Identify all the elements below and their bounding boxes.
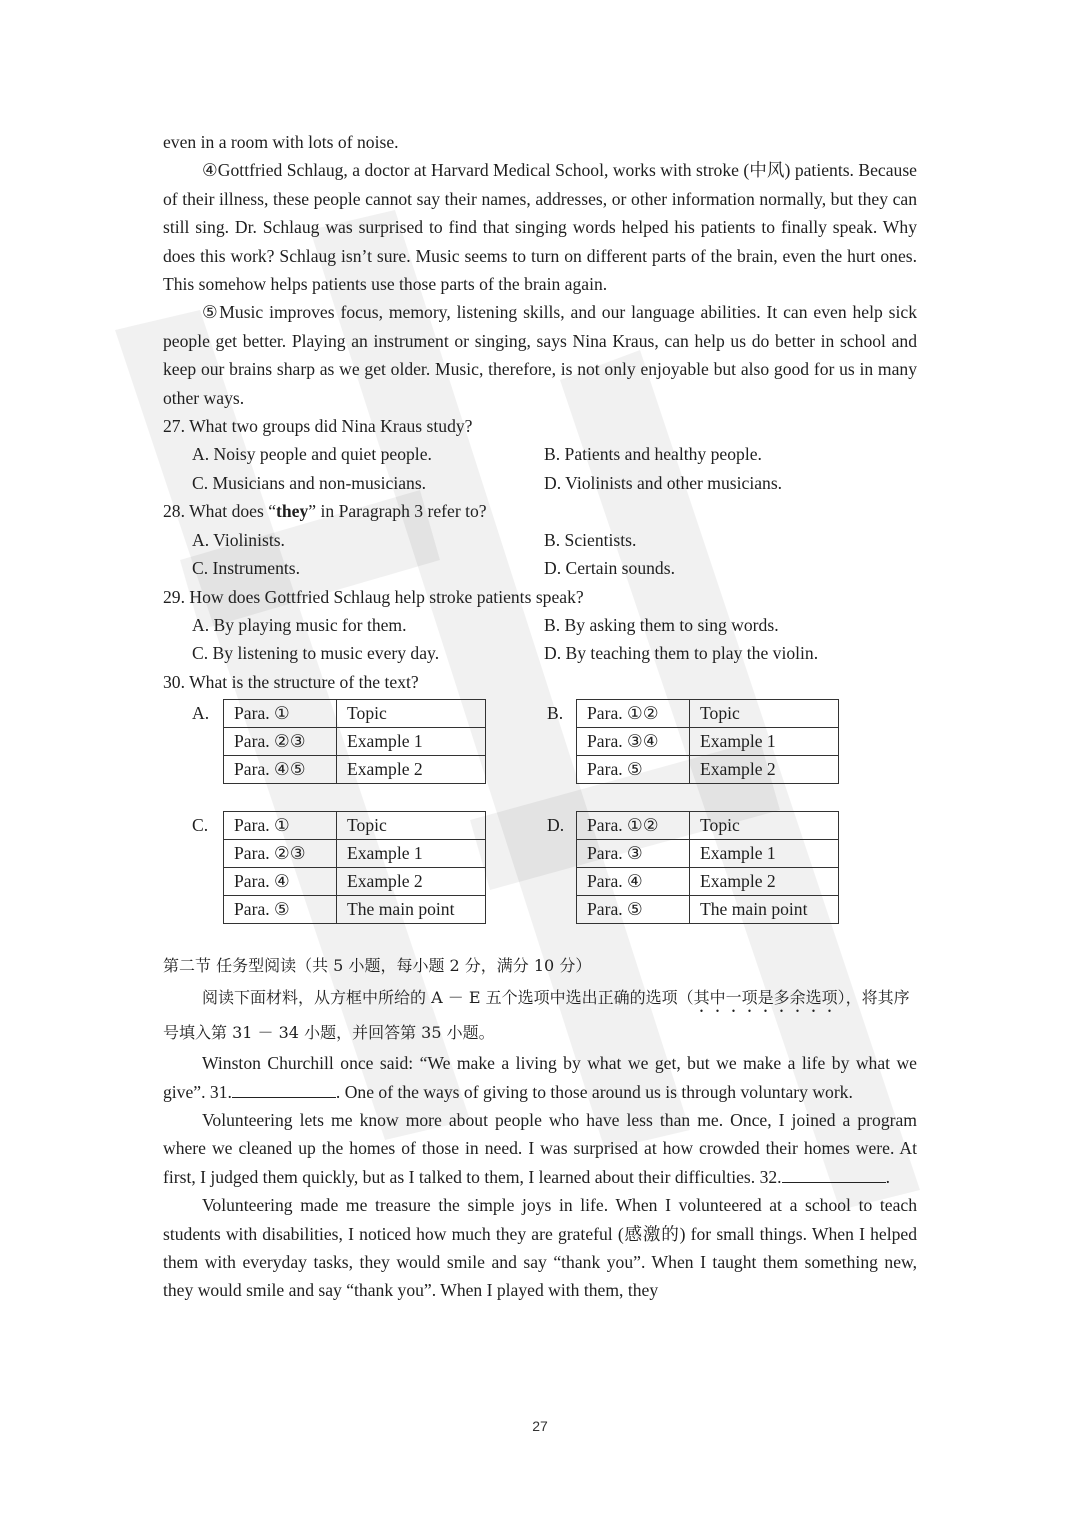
structure-tables (163, 699, 917, 924)
table-row (224, 728, 486, 756)
answer-blank-32[interactable] (782, 1164, 886, 1183)
p1-pre: Winston Churchill once said: “We make a living by what we get, but we make a life by what we give”. 31. (163, 1053, 917, 1102)
q28-post: ” in Paragraph 3 refer to? (308, 501, 487, 522)
question-28-options (163, 526, 917, 554)
table-cell: Topic (690, 812, 839, 840)
table-row (577, 840, 839, 868)
tables-row-cd (163, 811, 917, 924)
table-cell: Para. ⑤ (577, 756, 690, 784)
table-row (577, 756, 839, 784)
table-row (577, 868, 839, 896)
table-cell: Example 1 (690, 728, 839, 756)
table-cell: The main point (337, 896, 486, 924)
paragraph-3-end: even in a room with lots of noise. (163, 132, 399, 152)
option-28-b: B. Scientists. (544, 529, 637, 550)
q28-bold: they (276, 501, 309, 522)
option-30-d-letter: D. (547, 815, 565, 836)
table-cell: The main point (690, 896, 839, 924)
table-row (577, 812, 839, 840)
table-cell: Example 1 (690, 840, 839, 868)
option-28-a: A. Violinists. (192, 529, 285, 550)
option-29-a: A. By playing music for them. (192, 614, 407, 635)
option-29-c: C. By listening to music every day. (192, 643, 440, 664)
instructions-pre: 阅读下面材料，从方框中所给的 A － E 五个选项中选出正确的选项（ (202, 988, 694, 1008)
table-cell: Topic (337, 812, 486, 840)
table-option-a (223, 699, 486, 784)
table-cell: Para. ④ (577, 868, 690, 896)
option-30-a-letter: A. (192, 703, 210, 724)
q28-pre: 28. What does “ (163, 501, 277, 522)
table-row (577, 728, 839, 756)
option-30-c-letter: C. (192, 815, 209, 836)
table-cell: Example 1 (337, 728, 486, 756)
question-27-options-2 (163, 469, 917, 497)
instructions-post: ），将其序号填入第 31 － 34 小题，并回答第 35 小题。 (163, 988, 910, 1043)
section-title: 第二节 任务型阅读（共 5 小题，每小题 2 分，满分 10 分） (163, 956, 592, 976)
option-30-b-letter: B. (547, 703, 564, 724)
table-cell: Para. ① (224, 812, 337, 840)
table-cell: Para. ②③ (224, 728, 337, 756)
question-28-options-2 (163, 554, 917, 582)
table-row (224, 700, 486, 728)
table-option-b (576, 699, 839, 784)
passage2-paragraph-1 (163, 1049, 917, 1106)
table-option-c (223, 811, 486, 924)
option-27-a: A. Noisy people and quiet people. (192, 444, 432, 465)
option-28-c: C. Instruments. (192, 558, 301, 579)
table-cell: Para. ②③ (224, 840, 337, 868)
table-cell: Example 1 (337, 840, 486, 868)
instructions-emphasis: 其中一项是多余选项 (693, 988, 838, 1008)
table-row (224, 756, 486, 784)
passage2-paragraph-3: Volunteering made me treasure the simple joys in life. When I volunteered at a school to teach students with disabilities, I noticed how much they are grateful (感激的) for small things. When I helped them with everyday tasks, they would smile and say “thank you”. When I taught them something new, they would smile and say “thank you”. When I played with them, they (163, 1195, 917, 1301)
question-29-options-2 (163, 639, 917, 667)
question-29-options (163, 611, 917, 639)
table-cell: Topic (337, 700, 486, 728)
section-instructions (163, 981, 917, 1049)
option-29-b: B. By asking them to sing words. (544, 614, 779, 635)
p2-post: . (885, 1166, 890, 1187)
table-cell: Para. ④ (224, 868, 337, 896)
option-27-d: D. Violinists and other musicians. (544, 472, 783, 493)
table-cell: Para. ①② (577, 812, 690, 840)
question-27-options (163, 440, 917, 468)
option-27-b: B. Patients and healthy people. (544, 444, 762, 465)
paragraph-4: ④Gottfried Schlaug, a doctor at Harvard Medical School, works with stroke (中风) patients. Because of their illness, these people cannot say their names, addresses, or other information normally, but they can still sing. Dr. Schlaug was surprised to find that singing words helped his patients to finally speak. Why does this work? Schlaug isn’t sure. Music seems to turn on different parts of the brain, even the hurt ones. This somehow helps patients use those parts of the brain again. (163, 160, 917, 295)
tables-row-ab (163, 699, 917, 784)
table-cell: Para. ③④ (577, 728, 690, 756)
table-row (224, 840, 486, 868)
question-28 (163, 497, 917, 525)
table-cell: Para. ① (224, 700, 337, 728)
page-number: 27 (532, 1418, 548, 1434)
option-28-d: D. Certain sounds. (544, 558, 675, 579)
p1-post: . One of the ways of giving to those around us is through voluntary work. (335, 1081, 853, 1102)
page-content (163, 128, 917, 1305)
table-cell: Example 2 (337, 756, 486, 784)
table-cell: Para. ④⑤ (224, 756, 337, 784)
table-cell: Para. ⑤ (577, 896, 690, 924)
option-29-d: D. By teaching them to play the violin. (544, 643, 819, 664)
question-30: 30. What is the structure of the text? (163, 671, 419, 692)
question-29: 29. How does Gottfried Schlaug help stroke patients speak? (163, 586, 584, 607)
table-cell: Example 2 (690, 868, 839, 896)
table-option-d (576, 811, 839, 924)
question-27: 27. What two groups did Nina Kraus study? (163, 416, 473, 437)
table-row (224, 896, 486, 924)
table-cell: Para. ⑤ (224, 896, 337, 924)
table-cell: Topic (690, 700, 839, 728)
table-cell: Para. ①② (577, 700, 690, 728)
passage2-paragraph-2 (163, 1106, 917, 1191)
table-row (224, 868, 486, 896)
table-row (577, 896, 839, 924)
table-cell: Para. ③ (577, 840, 690, 868)
table-cell: Example 2 (690, 756, 839, 784)
p2-pre: Volunteering lets me know more about people who have less than me. Once, I joined a program where we cleaned up the homes of those in need. I was surprised at how crowded their homes were. At first, I judged them quickly, but as I talked to them, I learned about their difficulties. 32. (163, 1109, 917, 1187)
table-row (577, 700, 839, 728)
table-row (224, 812, 486, 840)
answer-blank-31[interactable] (232, 1079, 336, 1098)
table-cell: Example 2 (337, 868, 486, 896)
paragraph-5: ⑤Music improves focus, memory, listening skills, and our language abilities. It can even help sick people get better. Playing an instrument or singing, says Nina Kraus, can help us do better in school and keep our brains sharp as we get older. Music, therefore, is not only enjoyable but also good for us in many other ways. (163, 302, 917, 408)
option-27-c: C. Musicians and non-musicians. (192, 472, 427, 493)
